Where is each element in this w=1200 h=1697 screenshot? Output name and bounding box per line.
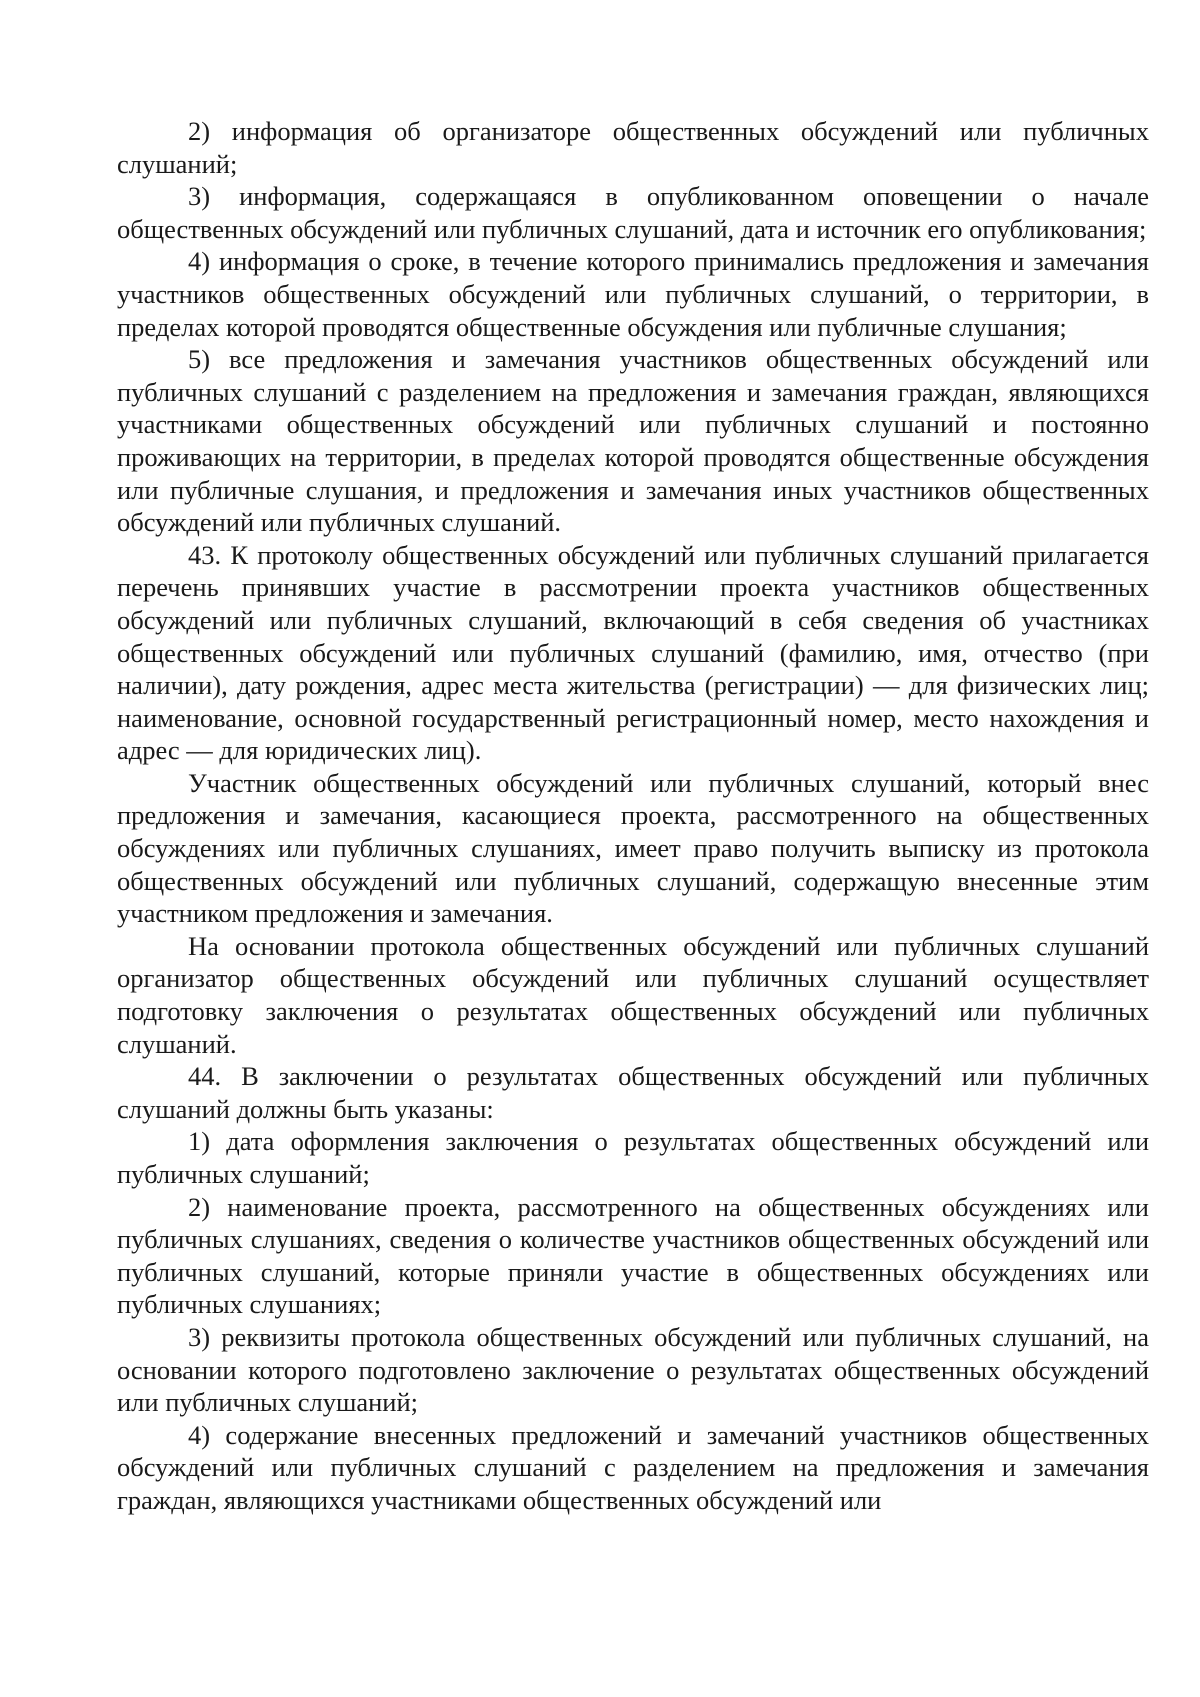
conclusion-item-1-date: 1) дата оформления заключения о результатах общественных обсуждений или публичных слушаний; (117, 1126, 1149, 1189)
item-2-organizer-info: 2) информация об организаторе общественных обсуждений или публичных слушаний; (117, 116, 1149, 179)
clause-44-conclusion-contents: 44. В заключении о результатах общественных обсуждений или публичных слушаний должны быть указаны: (117, 1061, 1149, 1124)
conclusion-preparation: На основании протокола общественных обсуждений или публичных слушаний организатор общественных обсуждений или публичных слушаний осуществляет подготовку заключения о результатах общественных обсуждений или публичных слушаний. (117, 930, 1149, 1059)
item-5-proposals: 5) все предложения и замечания участников общественных обсуждений или публичных слушаний с разделением на предложения и замечания граждан, являющихся участниками общественных обсуждений или публичных слушаний и постоянно проживающих на территории, в пределах которой проводятся общественные обсуждения или публичные слушания, и предложения и замечания иных участников общественных обсуждений или публичных слушаний. (117, 344, 1149, 538)
document-body (117, 115, 1149, 1517)
item-4-term-info: 4) информация о сроке, в течение которого принимались предложения и замечания участников общественных обсуждений или публичных слушаний, о территории, в пределах которой проводятся общественные обсуждения или публичные слушания; (117, 246, 1149, 342)
conclusion-item-3-protocol: 3) реквизиты протокола общественных обсуждений или публичных слушаний, на основании которого подготовлено заключение о результатах общественных обсуждений или публичных слушаний; (117, 1321, 1149, 1418)
conclusion-item-2-project: 2) наименование проекта, рассмотренного на общественных обсуждениях или публичных слушаниях, сведения о количестве участников общественных обсуждений или публичных слушаний, которые приняли участие в общественных обсуждениях или публичных слушаниях; (117, 1191, 1149, 1320)
clause-43-participants-list: 43. К протоколу общественных обсуждений или публичных слушаний прилагается перечень принявших участие в рассмотрении проекта участников общественных обсуждений или публичных слушаний, включающий в себя сведения об участниках общественных обсуждений или публичных слушаний (фамилию, имя, отчество (при наличии), дату рождения, адрес места жительства (регистрации) — для физических лиц; наименование, основной государственный регистрационный номер, место нахождения и адрес — для юридических лиц). (117, 539, 1149, 766)
item-3-notice-info: 3) информация, содержащаяся в опубликованном оповещении о начале общественных обсуждений или публичных слушаний, дата и источник его опубликования; (117, 181, 1149, 244)
conclusion-item-4-contents: 4) содержание внесенных предложений и замечаний участников общественных обсуждений или публичных слушаний с разделением на предложения и замечания граждан, являющихся участниками общественных обсуждений или (117, 1419, 1149, 1515)
participant-extract-right: Участник общественных обсуждений или публичных слушаний, который внес предложения и замечания, касающиеся проекта, рассмотренного на общественных обсуждениях или публичных слушаниях, имеет право получить выписку из протокола общественных обсуждений или публичных слушаний, содержащую внесенные этим участником предложения и замечания. (117, 767, 1149, 929)
